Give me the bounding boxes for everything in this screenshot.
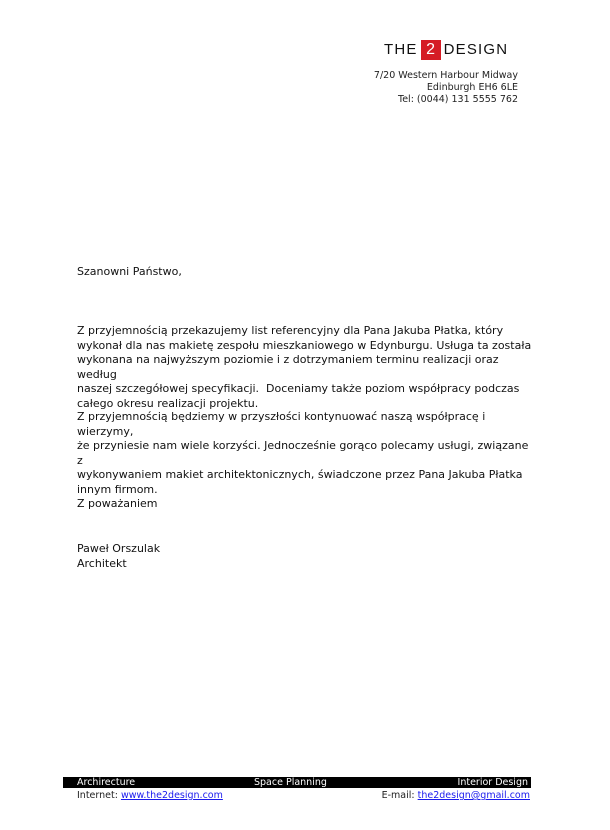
paragraph-line: Z przyjemnością przekazujemy list referencyjny dla Pana Jakuba Płatka, który: [77, 324, 504, 337]
letter-paragraph: [77, 324, 537, 411]
paragraph-line: całego okresu realizacji projektu.: [77, 396, 259, 410]
paragraph-line: że przyniesie nam wiele korzyści. Jednocześnie gorąco polecamy usługi, związane z: [77, 439, 529, 467]
paragraph-line: naszej szczegółowej specyfikacji. Doceniamy także poziom współpracy podczas: [77, 382, 520, 395]
email-link[interactable]: the2design@gmail.com: [417, 790, 530, 801]
salutation: Szanowni Państwo,: [77, 265, 182, 278]
paragraph-line: Z przyjemnością będziemy w przyszłości kontynuować naszą współpracę i wierzymy,: [77, 410, 486, 438]
signer-title: Architekt: [77, 556, 127, 570]
service-interior-design: Interior Design: [457, 777, 528, 788]
internet-label: Internet:: [77, 790, 121, 801]
signature-block: [77, 542, 537, 571]
company-address: [374, 70, 518, 106]
website-link[interactable]: www.the2design.com: [120, 790, 223, 801]
logo-text-the: THE: [384, 41, 418, 58]
paragraph-line: wykonał dla nas makietę zespołu mieszkaniowego w Edynburgu. Usługa ta została: [77, 338, 532, 352]
internet-contact: [77, 790, 223, 801]
footer-services-bar: [63, 777, 531, 788]
address-line: Edinburgh EH6 6LE: [426, 82, 518, 93]
company-logo: [384, 40, 508, 60]
logo-text-design: DESIGN: [443, 41, 509, 58]
paragraph-line: wykonana na najwyższym poziomie i z dotrzymaniem terminu realizacji oraz według: [77, 353, 499, 381]
phone-line: Tel: (0044) 131 5555 762: [398, 94, 518, 105]
closing: Z poważaniem: [77, 497, 158, 510]
logo-number-box: 2: [421, 40, 441, 60]
letter-paragraph: [77, 410, 537, 497]
service-architecture: Archirecture: [77, 777, 136, 788]
signer-name: Paweł Orszulak: [77, 542, 161, 555]
service-space-planning: Space Planning: [254, 777, 327, 788]
address-line: 7/20 Western Harbour Midway: [373, 70, 518, 81]
email-contact: [382, 790, 530, 801]
email-label: E-mail:: [381, 790, 418, 801]
paragraph-line: innym firmom.: [77, 482, 158, 496]
paragraph-line: wykonywaniem makiet architektonicznych, świadczone przez Pana Jakuba Płatka: [77, 468, 523, 481]
